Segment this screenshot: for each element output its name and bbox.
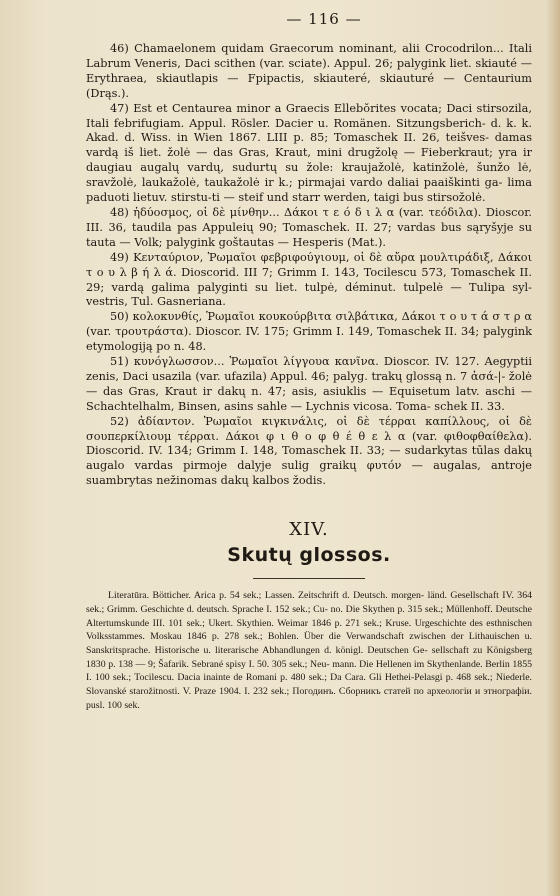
literature-list: Literatūra. Bötticher. Arica p. 54 sek.; Lassen. Zeitschrift d. Deutsch. morgen- länd. Gesellschaft IV. 364 sek.; Grimm. Geschichte d. deutsch. Sprache I. 152 sek.; Cu- no. Die Skythen p. 315 sek.; Müllenhoff. Deutsche Altertumskunde III. 101 sek.; Ukert. Skythien. Weimar 1846 p. 271 sek.; Kruse. Urgeschichte des esthnischen Volksstammes. Moskau 1846 p. 278 sek.; Bohlen. Über die Verwandschaft zwischen der Lithauischen u. Sanskritsprache. Historische u. literarische Abhandlungen d. königl. Deutschen Ge- sellschaft zu Königsberg 1830 p. 138 — 9; Šafarik. Sebrané spisy I. 50. 305 sek.; Neu- mann. Die Hellenen im Skythenlande. Berlin 1855 I. 100 sek.; Tocilescu. Dacia inainte de Romani p. 480 sek.; Da Cara. Gli Hethei-Pelasgi p. 468 sek.; Niederle. Slovanské starožitnosti. V. Praze 1904. I. 232 sek.; Погодинъ. Сборникъ статей по археологіи и этнографіи. pusl. 100 sek. bbox=[86, 590, 532, 711]
page-number: — 116 — bbox=[286, 10, 362, 28]
title-rule bbox=[253, 578, 365, 579]
chapter-title: Skutų glossos. bbox=[227, 544, 391, 567]
entry-48: 48) ἡδύοσμος, οἱ δὲ μίνθην... Δάκοι τ ε ό δ ι λ α (var. τεόδιλα). Dioscor. III. 36, taudila pas Appuleių 90; Tomaschek. II. 27; vardas bus sąryšyje su tauta — Volk; palygink goštautas — Hesperis (Mat.). bbox=[86, 205, 532, 249]
entry-47: 47) Est et Centaurea minor a Graecis Ellebŏrites vocata; Daci stirsozila, Itali febrifugiam. Appul. Rösler. Dacier u. Romänen. Sitzungsberich- d. k. k. Akad. d. Wiss. in Wien 1867. LIII p. 85; Tomaschek II. 26, teišves- damas vardą iš liet. žolė — das Gras, Kraut, mini drugžolę — Fieberkraut; yra ir daugiau augalų vardų, sudurtų su žole: kraujažolė, katinžolė, šunžo lė, sravžolė, laukažolė, taukažolė ir k.; pirmajai vardo daliai paaiškinti ga- lima paduoti lietuv. stirstu-ti — steif und starr werden, taigi bus stirsožolė. bbox=[86, 101, 532, 205]
entry-52: 52) ἀδίαντον. Ῥωμαῖοι κιγκινάλις, οἱ δὲ τέρραι καπίλλους, οἱ δὲ σουπερκίλιουμ τέρραι. Δάκοι φ ι θ ο φ θ έ θ ε λ α (var. φιθοφθαίθελα). Dioscorid. IV. 134; Grimm I. 148, Tomaschek II. 33; — sudarkytas tūlas dakų augalo vardas pirmoje dalyje sulig graikų φυτόν — augalas, antroje suambrytas nežinomas dakų kalbos žodis. bbox=[86, 414, 532, 488]
chapter-number: XIV. bbox=[289, 519, 329, 541]
entry-49: 49) Κενταύριον, Ῥωμαῖοι φεβριφούγιουμ, οἱ δὲ αὔρα μουλτιράδιξ, Δάκοι τ ο υ λ β ή λ ά. Dioscorid. III 7; Grimm I. 143, Tocilescu 573, Tomaschek II. 29; vardą galima palyginti su liet. tulpė, déminut. tulpelė — Tulipa syl- vestris, Tul. Gasneriana. bbox=[86, 250, 532, 309]
entry-46: 46) Chamaelonem quidam Graecorum nominant, alii Crocodrilon... Itali Labrum Veneris, Daci scithen (var. sciate). Appul. 26; palygink liet. skiauté — Erythraea, skiautlapis — Fpipactis, skiauteré, skiauturé — Centaurium (Drąs.). bbox=[86, 42, 532, 100]
entry-50: 50) κολοκυνθίς, Ῥωμαῖοι κουκούρβιτα σιλβάτικα, Δάκοι τ ο υ τ ά σ τ ρ α (var. τρουτράστα). Dioscor. IV. 175; Grimm I. 149, Tomaschek II. 34; palygink etymologiją po n. 48. bbox=[86, 310, 532, 354]
entry-51: 51) κυνόγλωσσον... Ῥωμαῖοι λίγγουα κανῖνα. Dioscor. IV. 127. Aegyptii zenis, Daci usazila (var. ufazila) Appul. 46; palyg. trakų glossą n. 7 ἀσά-|- žolė — das Gras, Kraut ir dakų n. 47; asis, asiuklis — Equisetum latv. aschi — Schachtelhalm, Binsen, asins sahle — Lychnis vicosa. Toma- schek II. 33. bbox=[86, 355, 532, 413]
